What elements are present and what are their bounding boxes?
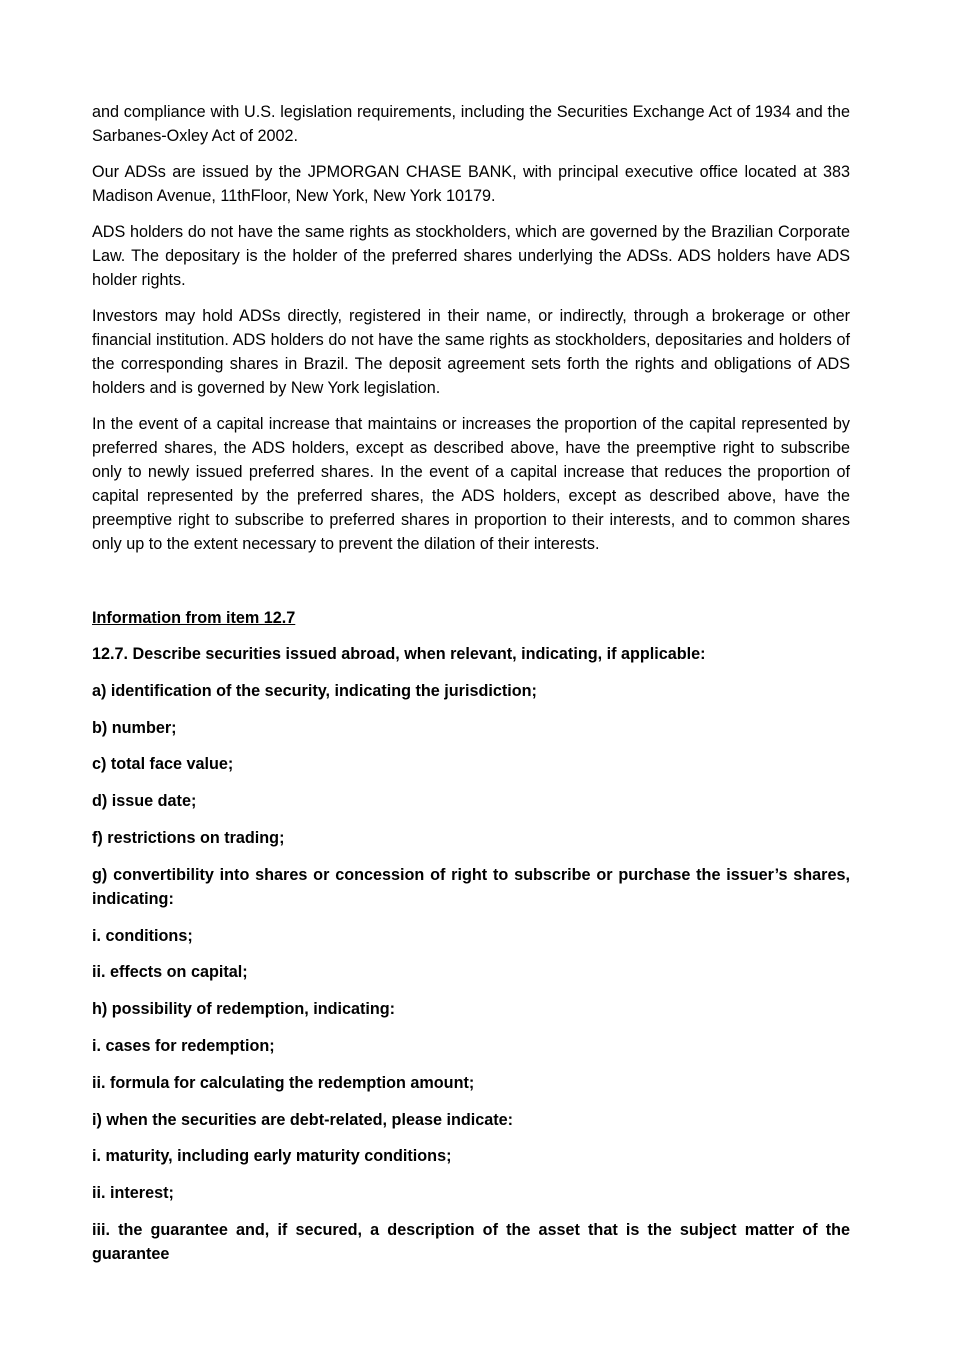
- item-i-ii: ii. interest;: [92, 1184, 174, 1203]
- paragraph-ads-holder-rights: ADS holders do not have the same rights as stockholders, which are governed by the Brazilian Corporate Law. The depositary is the holder of the preferred shares underlying the ADSs. ADS holders have ADS holder rights.: [92, 223, 850, 289]
- item-g-i: i. conditions;: [92, 926, 193, 945]
- item-g: g) convertibility into shares or concession of right to subscribe or purchase the issuer’s shares, indicating:: [92, 865, 850, 908]
- item-i-i: i. maturity, including early maturity conditions;: [92, 1147, 452, 1166]
- paragraph-ads-issuer: Our ADSs are issued by the JPMORGAN CHASE BANK, with principal executive office located at 383 Madison Avenue, 11thFloor, New York, New York 10179.: [92, 163, 850, 205]
- document-page: [92, 100, 850, 1279]
- section-spacer: [92, 568, 850, 606]
- item-g-ii: ii. effects on capital;: [92, 963, 248, 982]
- item-d: d) issue date;: [92, 792, 197, 811]
- item-a: a) identification of the security, indicating the jurisdiction;: [92, 681, 537, 700]
- item-h: h) possibility of redemption, indicating:: [92, 1000, 396, 1019]
- paragraph-compliance: and compliance with U.S. legislation requirements, including the Securities Exchange Act of 1934 and the Sarbanes-Oxley Act of 2002.: [92, 103, 850, 145]
- item-12-7-intro: 12.7. Describe securities issued abroad, when relevant, indicating, if applicable:: [92, 645, 706, 663]
- item-i: i) when the securities are debt-related, please indicate:: [92, 1110, 514, 1129]
- item-b: b) number;: [92, 718, 177, 737]
- item-c: c) total face value;: [92, 755, 234, 774]
- item-i-iii: iii. the guarantee and, if secured, a description of the asset that is the subject matter of the guarantee: [92, 1220, 850, 1263]
- section-heading: Information from item 12.7: [92, 609, 296, 627]
- paragraph-capital-increase: In the event of a capital increase that maintains or increases the proportion of the capital represented by preferred shares, the ADS holders, except as described above, have the preemptive right to subscribe only to newly issued preferred shares. In the event of a capital increase that reduces the proportion of capital represented by the preferred shares, the ADS holders, except as described above, have the preemptive right to subscribe to preferred shares in proportion to their interests, and to common shares only up to the extent necessary to prevent the dilation of their interests.: [92, 415, 850, 553]
- item-f: f) restrictions on trading;: [92, 828, 285, 847]
- paragraph-investors: Investors may hold ADSs directly, registered in their name, or indirectly, through a brokerage or other financial institution. ADS holders do not have the same rights as stockholders, depositaries and holders of the corresponding shares in Brazil. The deposit agreement sets forth the rights and obligations of ADS holders and is governed by New York legislation.: [92, 307, 850, 397]
- item-h-i: i. cases for redemption;: [92, 1036, 275, 1055]
- item-h-ii: ii. formula for calculating the redemption amount;: [92, 1073, 475, 1092]
